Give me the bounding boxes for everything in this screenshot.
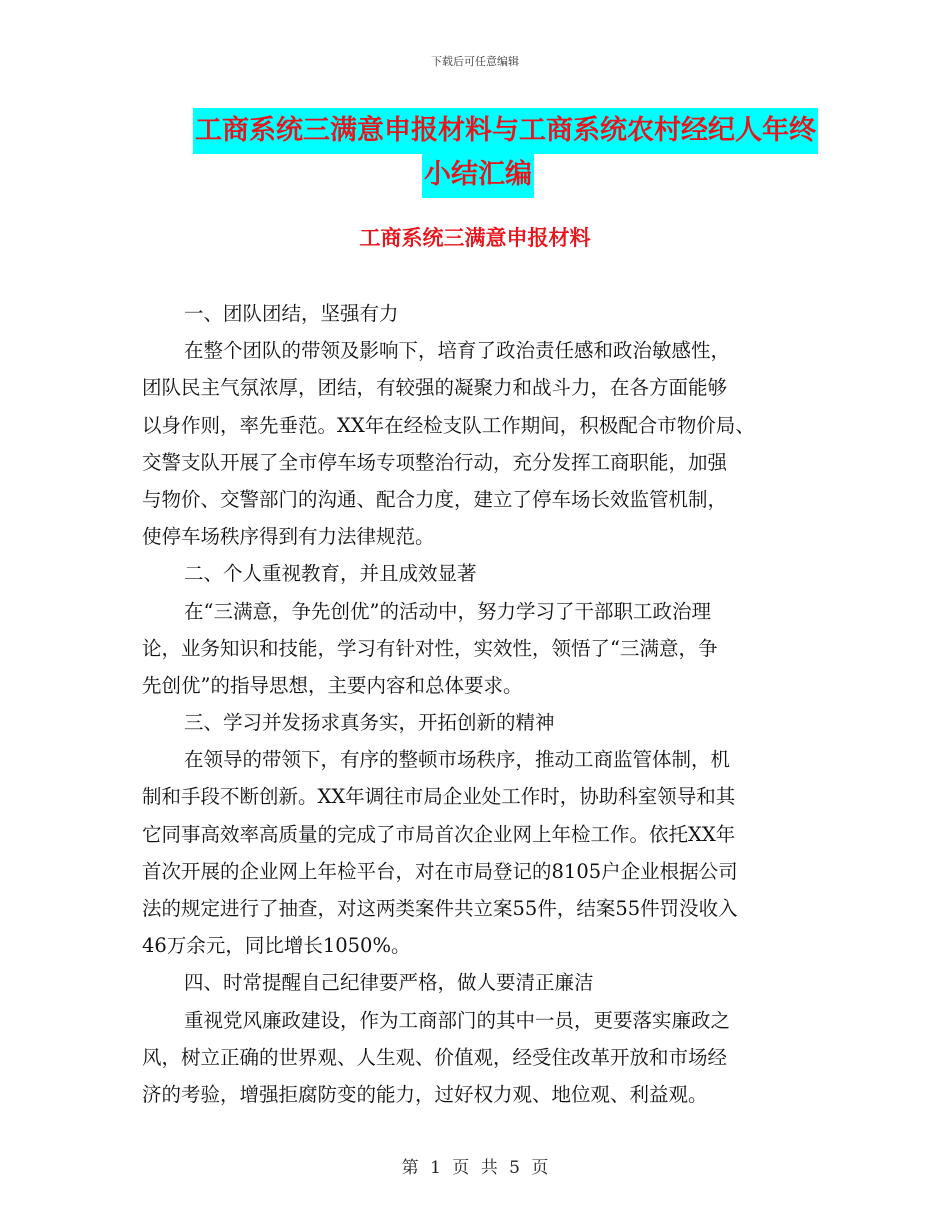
paragraph-line: 46万余元，同比增长1050%。: [142, 934, 411, 958]
document-title-line-1: 工商系统三满意申报材料与工商系统农村经纪人年终: [193, 108, 818, 154]
paragraph-line: 与物价、交警部门的沟通、配合力度，建立了停车场长效监管机制，: [142, 487, 728, 511]
paragraph-line: 风，树立正确的世界观、人生观、价值观，经受住改革开放和市场经: [142, 1045, 728, 1069]
paragraph-line: 交警支队开展了全市停车场专项整治行动，充分发挥工商职能，加强: [142, 450, 728, 474]
paragraph-line: 制和手段不断创新。XX年调往市局企业处工作时，协助科室领导和其: [142, 785, 736, 809]
document-body: [142, 295, 810, 1113]
document-title-line-2: 小结汇编: [422, 152, 534, 198]
paragraph-line: 论，业务知识和技能，学习有针对性，实效性，领悟了“三满意，争: [142, 636, 718, 660]
paragraph-line: 首次开展的企业网上年检平台，对在市局登记的8105户企业根据公司: [142, 859, 738, 883]
paragraph-line: 以身作则，率先垂范。XX年在经检支队工作期间，积极配合市物价局、: [142, 413, 755, 437]
heading-2: 二、个人重视教育，并且成效显著: [184, 562, 477, 586]
paragraph-line: 在领导的带领下，有序的整顿市场秩序，推动工商监管体制，机: [184, 748, 731, 772]
paragraph-line: 法的规定进行了抽查，对这两类案件共立案55件，结案55件罚没收入: [142, 897, 738, 920]
paragraph-line: 在“三满意，争先创优”的活动中，努力学习了干部职工政治理: [184, 599, 711, 623]
paragraph-line: 使停车场秩序得到有力法律规范。: [142, 525, 435, 549]
paragraph-line: 济的考验，增强拒腐防变的能力，过好权力观、地位观、利益观。: [142, 1082, 708, 1106]
paragraph-line: 它同事高效率高质量的完成了市局首次企业网上年检工作。依托XX年: [142, 822, 736, 846]
paragraph-line: 团队民主气氛浓厚，团结，有较强的凝聚力和战斗力，在各方面能够: [142, 376, 728, 400]
section-title: 工商系统三满意申报材料: [359, 226, 591, 250]
header-note: 下载后可任意编辑: [431, 55, 519, 68]
page-footer: 第 1 页 共 5 页: [401, 1158, 549, 1178]
paragraph-line: 先创优”的指导思想，主要内容和总体要求。: [142, 673, 523, 697]
heading-4: 四、时常提醒自己纪律要严格，做人要清正廉洁: [184, 971, 594, 995]
heading-3: 三、学习并发扬求真务实，开拓创新的精神: [184, 711, 555, 735]
paragraph-line: 在整个团队的带领及影响下，培育了政治责任感和政治敏感性，: [184, 339, 731, 363]
paragraph-line: 重视党风廉政建设，作为工商部门的其中一员，更要落实廉政之: [184, 1008, 731, 1032]
heading-1: 一、团队团结，坚强有力: [184, 302, 399, 325]
